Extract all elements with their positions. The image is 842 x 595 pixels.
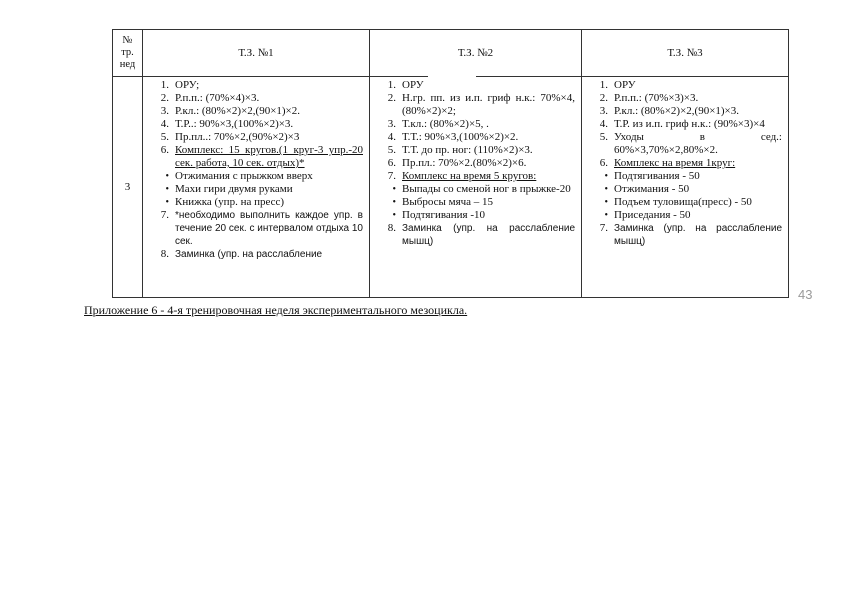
header-tz2-label: Т.З. №2	[457, 46, 494, 59]
list-item-text: Уходы в сед.: 60%×3,70%×2,80%×2.	[614, 131, 782, 156]
tz2-cell	[370, 77, 582, 298]
list-marker: 7.	[599, 222, 608, 234]
list-item	[588, 79, 782, 92]
list-item-text: Р.п.п.: (70%×4)×3.	[175, 92, 260, 104]
list-item	[588, 170, 782, 183]
caption: Приложение 6 - 4-я тренировочная неделя экспериментального мезоцикла.	[84, 303, 468, 317]
list-marker: 5.	[160, 131, 169, 143]
list-marker: 5.	[387, 144, 396, 156]
list-item-text: Отжимания с прыжком вверх	[175, 170, 313, 182]
list-marker: 3.	[599, 105, 608, 117]
list-marker: 8.	[387, 222, 396, 234]
list-item-text: Заминка (упр. на расслабление мышц)	[402, 223, 575, 247]
list-item	[149, 92, 363, 105]
list-marker: 1.	[160, 79, 169, 91]
list-marker: 4.	[387, 131, 396, 143]
list-item-text: *необходимо выполнить каждое упр. в течение 20 сек. с интервалом отдыха 10 сек.	[175, 210, 363, 247]
list-item-text: ОРУ	[402, 79, 424, 91]
list-marker: •	[165, 197, 169, 208]
list-marker: •	[165, 184, 169, 195]
list-item-text: Выбросы мяча – 15	[402, 196, 494, 208]
list-marker: 7.	[160, 209, 169, 221]
list-item-text: Подтягивания - 50	[614, 170, 700, 182]
list-item-text: Книжка (упр. на пресс)	[175, 196, 285, 208]
list-item-text: Т.Р..: 90%×3,(100%×2)×3.	[175, 118, 294, 130]
list-item	[149, 79, 363, 92]
list-item-text: Отжимания - 50	[614, 183, 690, 195]
list-marker: 3.	[387, 118, 396, 130]
list-item	[588, 92, 782, 105]
header-week	[113, 30, 143, 77]
tz2-list	[376, 79, 575, 248]
list-item-text: Подтягивания -10	[402, 209, 486, 221]
list-item	[376, 196, 575, 209]
list-item-text: Выпады со сменой ног в прыжке-20	[402, 183, 571, 195]
list-item	[588, 209, 782, 222]
training-table	[112, 29, 789, 298]
list-item-text: ОРУ	[614, 79, 636, 91]
list-item	[149, 196, 363, 209]
list-item	[149, 183, 363, 196]
list-item-text: Р.п.п.: (70%×3)×3.	[614, 92, 699, 104]
list-item	[376, 170, 575, 183]
list-item-text: Н.гр. пп. из и.п. гриф н.к.: 70%×4, (80%×2)×2;	[402, 92, 575, 117]
header-tz1-label: Т.З. №1	[238, 46, 274, 59]
list-item	[588, 105, 782, 118]
list-marker: 8.	[160, 248, 169, 260]
page-number: 43	[798, 287, 813, 302]
list-marker: 4.	[599, 118, 608, 130]
list-marker: 1.	[387, 79, 396, 91]
week-cell	[113, 77, 143, 298]
list-item-text: Комплекс: 15 кругов.(1 круг-3 упр.-20 сек. работа, 10 сек. отдых)*	[175, 144, 363, 169]
list-item	[149, 131, 363, 144]
list-item-text: Р.кл.: (80%×2)×2,(90×1)×2.	[175, 105, 301, 117]
header-tz2	[370, 30, 582, 77]
list-item	[588, 157, 782, 170]
list-item-text: Пр.пл.: 70%×2.(80%×2)×6.	[402, 157, 527, 169]
list-item-text: Приседания - 50	[614, 209, 691, 221]
list-item-text: Т.Р. из и.п. гриф н.к.: (90%×3)×4	[614, 118, 765, 130]
list-marker: 1.	[599, 79, 608, 91]
list-item	[376, 209, 575, 222]
week-value: 3	[124, 180, 131, 193]
list-marker: •	[392, 197, 396, 208]
tz3-list	[588, 79, 782, 248]
list-item	[149, 144, 363, 170]
list-item-text: Р.кл.: (80%×2)×2,(90×1)×3.	[614, 105, 740, 117]
list-item	[376, 222, 575, 248]
list-marker: 2.	[160, 92, 169, 104]
list-item	[149, 248, 363, 261]
list-marker: 3.	[160, 105, 169, 117]
list-marker: 5.	[599, 131, 608, 143]
header-tz3-label: Т.З. №3	[667, 46, 703, 59]
list-item	[149, 209, 363, 248]
list-marker: 2.	[599, 92, 608, 104]
table-row	[113, 77, 789, 298]
list-marker: •	[165, 171, 169, 182]
table-header-row	[113, 30, 789, 77]
list-item-text: Т.кл.: (80%×2)×5, .	[402, 118, 489, 130]
list-item	[588, 222, 782, 248]
tz1-cell	[143, 77, 370, 298]
list-item-text: Заминка (упр. на расслабление мышц)	[614, 223, 782, 247]
list-item-text: ОРУ;	[175, 79, 200, 91]
list-marker: 7.	[387, 170, 396, 182]
list-marker: 6.	[599, 157, 608, 169]
tz3-cell	[582, 77, 789, 298]
list-item	[376, 157, 575, 170]
list-item-text: Комплекс на время 5 кругов:	[402, 170, 537, 182]
header-tz3	[582, 30, 789, 77]
list-item-text: Махи гири двумя руками	[175, 183, 293, 195]
list-item-text: Подъем туловища(пресс) - 50	[614, 196, 752, 208]
scan-artifact	[428, 73, 476, 82]
list-marker: •	[392, 210, 396, 221]
list-item-text: Т.Т.: 90%×3,(100%×2)×2.	[402, 131, 519, 143]
list-marker: •	[604, 197, 608, 208]
list-marker: •	[392, 184, 396, 195]
list-marker: •	[604, 210, 608, 221]
list-item	[376, 92, 575, 118]
header-week-label: № тр. нед	[119, 35, 136, 70]
list-item	[149, 118, 363, 131]
header-tz1	[143, 30, 370, 77]
list-item	[376, 118, 575, 131]
list-marker: 4.	[160, 118, 169, 130]
list-marker: •	[604, 184, 608, 195]
tz1-list	[149, 79, 363, 261]
list-item	[149, 170, 363, 183]
list-item	[588, 183, 782, 196]
list-item-text: Т.Т. до пр. ног: (110%×2)×3.	[402, 144, 533, 156]
list-marker: 6.	[387, 157, 396, 169]
list-marker: •	[604, 171, 608, 182]
list-item-text: Заминка (упр. на расслабление	[175, 249, 323, 260]
list-item-text: Комплекс на время 1круг:	[614, 157, 736, 169]
list-marker: 2.	[387, 92, 396, 104]
list-item	[376, 183, 575, 196]
list-item	[588, 196, 782, 209]
list-item	[376, 131, 575, 144]
list-item-text: Пр.пл..: 70%×2,(90%×2)×3	[175, 131, 300, 143]
list-marker: 6.	[160, 144, 169, 156]
list-item	[588, 131, 782, 157]
list-item	[376, 144, 575, 157]
list-item	[149, 105, 363, 118]
list-item	[588, 118, 782, 131]
